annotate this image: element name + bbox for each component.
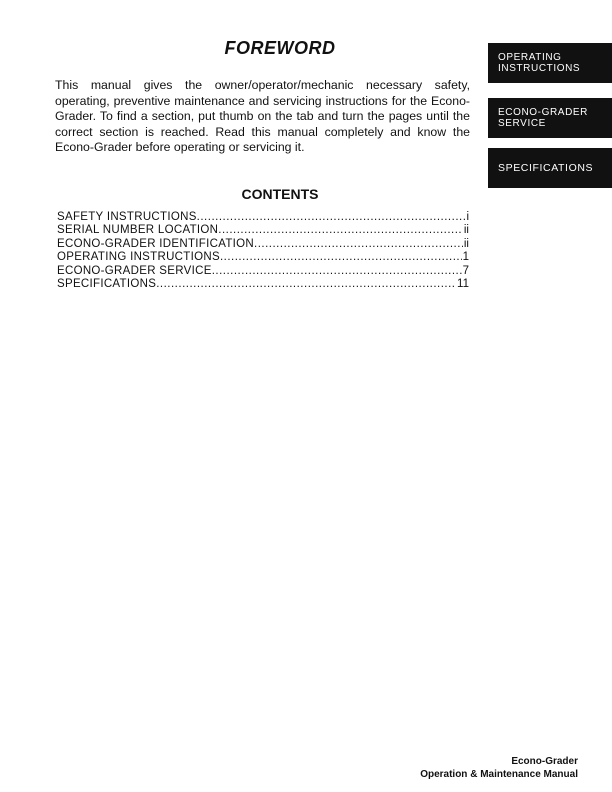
toc-entry-econo-grader-service[interactable] — [57, 265, 469, 278]
tab-specifications[interactable] — [488, 148, 612, 188]
toc-entry-specifications[interactable] — [57, 278, 469, 291]
toc-entry-page: 11 — [457, 278, 469, 291]
tab-econo-grader-service[interactable] — [488, 98, 612, 138]
toc-leader-dots — [218, 224, 463, 237]
toc-leader-dots — [197, 211, 466, 224]
page-footer — [420, 755, 578, 781]
tab-label-line1: ECONO-GRADER — [498, 107, 588, 118]
footer-manual-name: Operation & Maintenance Manual — [420, 769, 578, 780]
contents-heading: CONTENTS — [241, 186, 319, 202]
tab-operating-instructions[interactable] — [488, 43, 612, 83]
toc-entry-label: OPERATING INSTRUCTIONS — [57, 251, 220, 264]
tab-label-line2: SERVICE — [498, 118, 546, 129]
toc-entry-label: ECONO-GRADER SERVICE — [57, 264, 212, 277]
toc-entry-page: i — [466, 211, 469, 223]
toc-entry-safety-instructions[interactable] — [57, 211, 469, 224]
intro-paragraph: This manual gives the owner/operator/mechanic necessary safety, operating, preventive maintenance and servicing instructions for the Econo-Grader. To find a section, put thumb on the tab and turn the pages until the correct section is reached. Read this manual completely and know the Econo-Grader before operating or servicing it. — [55, 78, 470, 154]
page-title: FOREWORD — [224, 38, 336, 58]
toc-entry-serial-number-location[interactable] — [57, 224, 469, 237]
toc-leader-dots — [254, 238, 463, 251]
toc-entry-econo-grader-identification[interactable] — [57, 238, 469, 251]
toc-leader-dots — [220, 251, 462, 264]
toc-entry-page: ii — [463, 237, 469, 250]
toc-entry-page: 1 — [462, 251, 469, 264]
toc-entry-label: SPECIFICATIONS — [57, 278, 157, 291]
toc-entry-page: ii — [463, 224, 469, 237]
toc-entry-operating-instructions[interactable] — [57, 251, 469, 264]
toc-entry-label: SERIAL NUMBER LOCATION — [57, 224, 219, 237]
toc-leader-dots — [212, 265, 462, 278]
footer-product-name: Econo-Grader — [511, 756, 578, 767]
toc-leader-dots — [156, 278, 456, 291]
toc-entry-page: 7 — [462, 264, 469, 277]
tab-label-line2: INSTRUCTIONS — [498, 63, 581, 74]
toc-entry-label: SAFETY INSTRUCTIONS — [57, 211, 197, 223]
table-of-contents — [57, 211, 469, 291]
toc-entry-label: ECONO-GRADER IDENTIFICATION — [57, 237, 255, 250]
tab-label-line1: OPERATING — [498, 52, 562, 63]
tab-label-line1: SPECIFICATIONS — [498, 161, 594, 174]
